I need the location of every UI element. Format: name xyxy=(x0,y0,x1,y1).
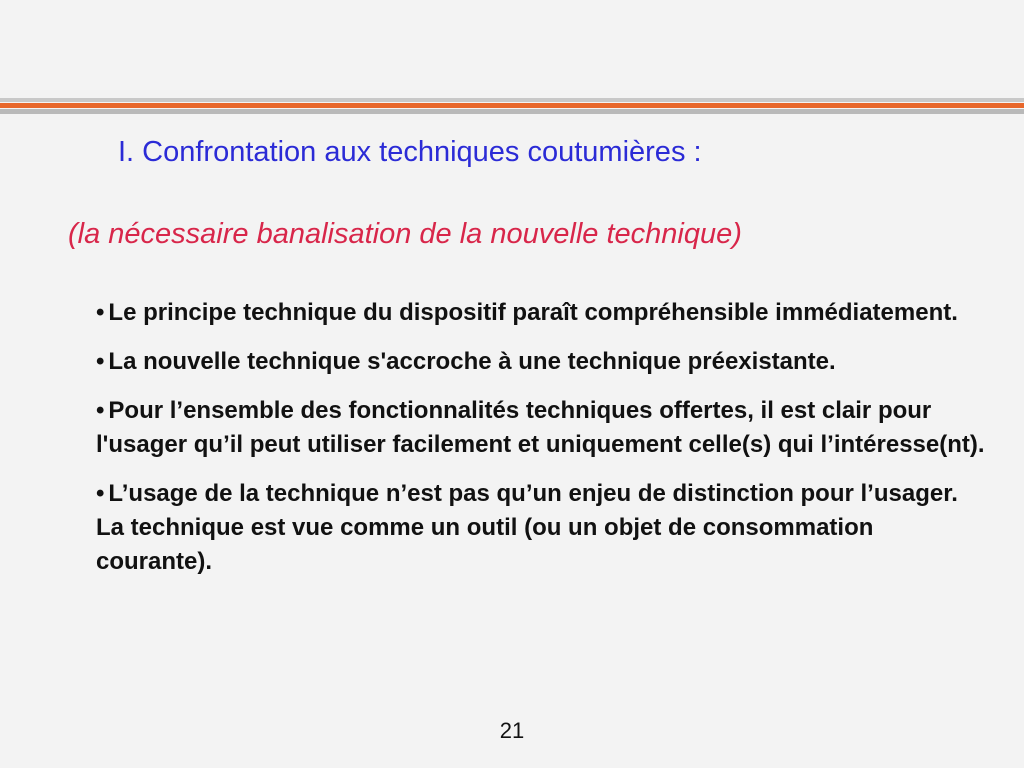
bullet-text: Le principe technique du dispositif paraît compréhensible immédiatement. xyxy=(108,299,958,326)
bullet-list xyxy=(96,296,991,594)
page-number: 21 xyxy=(499,718,525,743)
bullet-item xyxy=(96,296,991,330)
bullet-item xyxy=(96,345,991,379)
bullet-icon: • xyxy=(96,348,105,375)
bullet-item xyxy=(96,477,991,579)
bullet-text: Pour l’ensemble des fonctionnalités techniques offertes, il est clair pour l'usager qu’il peut utiliser facilement et uniquement celle(s) qui l’intéresse(nt). xyxy=(96,397,985,458)
header-rule-bottom xyxy=(0,109,1024,114)
bullet-icon: • xyxy=(96,299,105,326)
bullet-text: La nouvelle technique s'accroche à une technique préexistante. xyxy=(108,348,836,375)
bullet-text: L’usage de la technique n’est pas qu’un enjeu de distinction pour l’usager. La technique est vue comme un outil (ou un objet de consommation courante). xyxy=(96,480,958,575)
slide-title: I. Confrontation aux techniques coutumières : xyxy=(118,136,702,168)
bullet-icon: • xyxy=(96,480,105,507)
header-rule-accent xyxy=(0,103,1024,108)
slide-subtitle: (la nécessaire banalisation de la nouvelle technique) xyxy=(68,218,742,250)
header-rule-top xyxy=(0,98,1024,102)
bullet-icon: • xyxy=(96,397,105,424)
bullet-item xyxy=(96,394,991,462)
